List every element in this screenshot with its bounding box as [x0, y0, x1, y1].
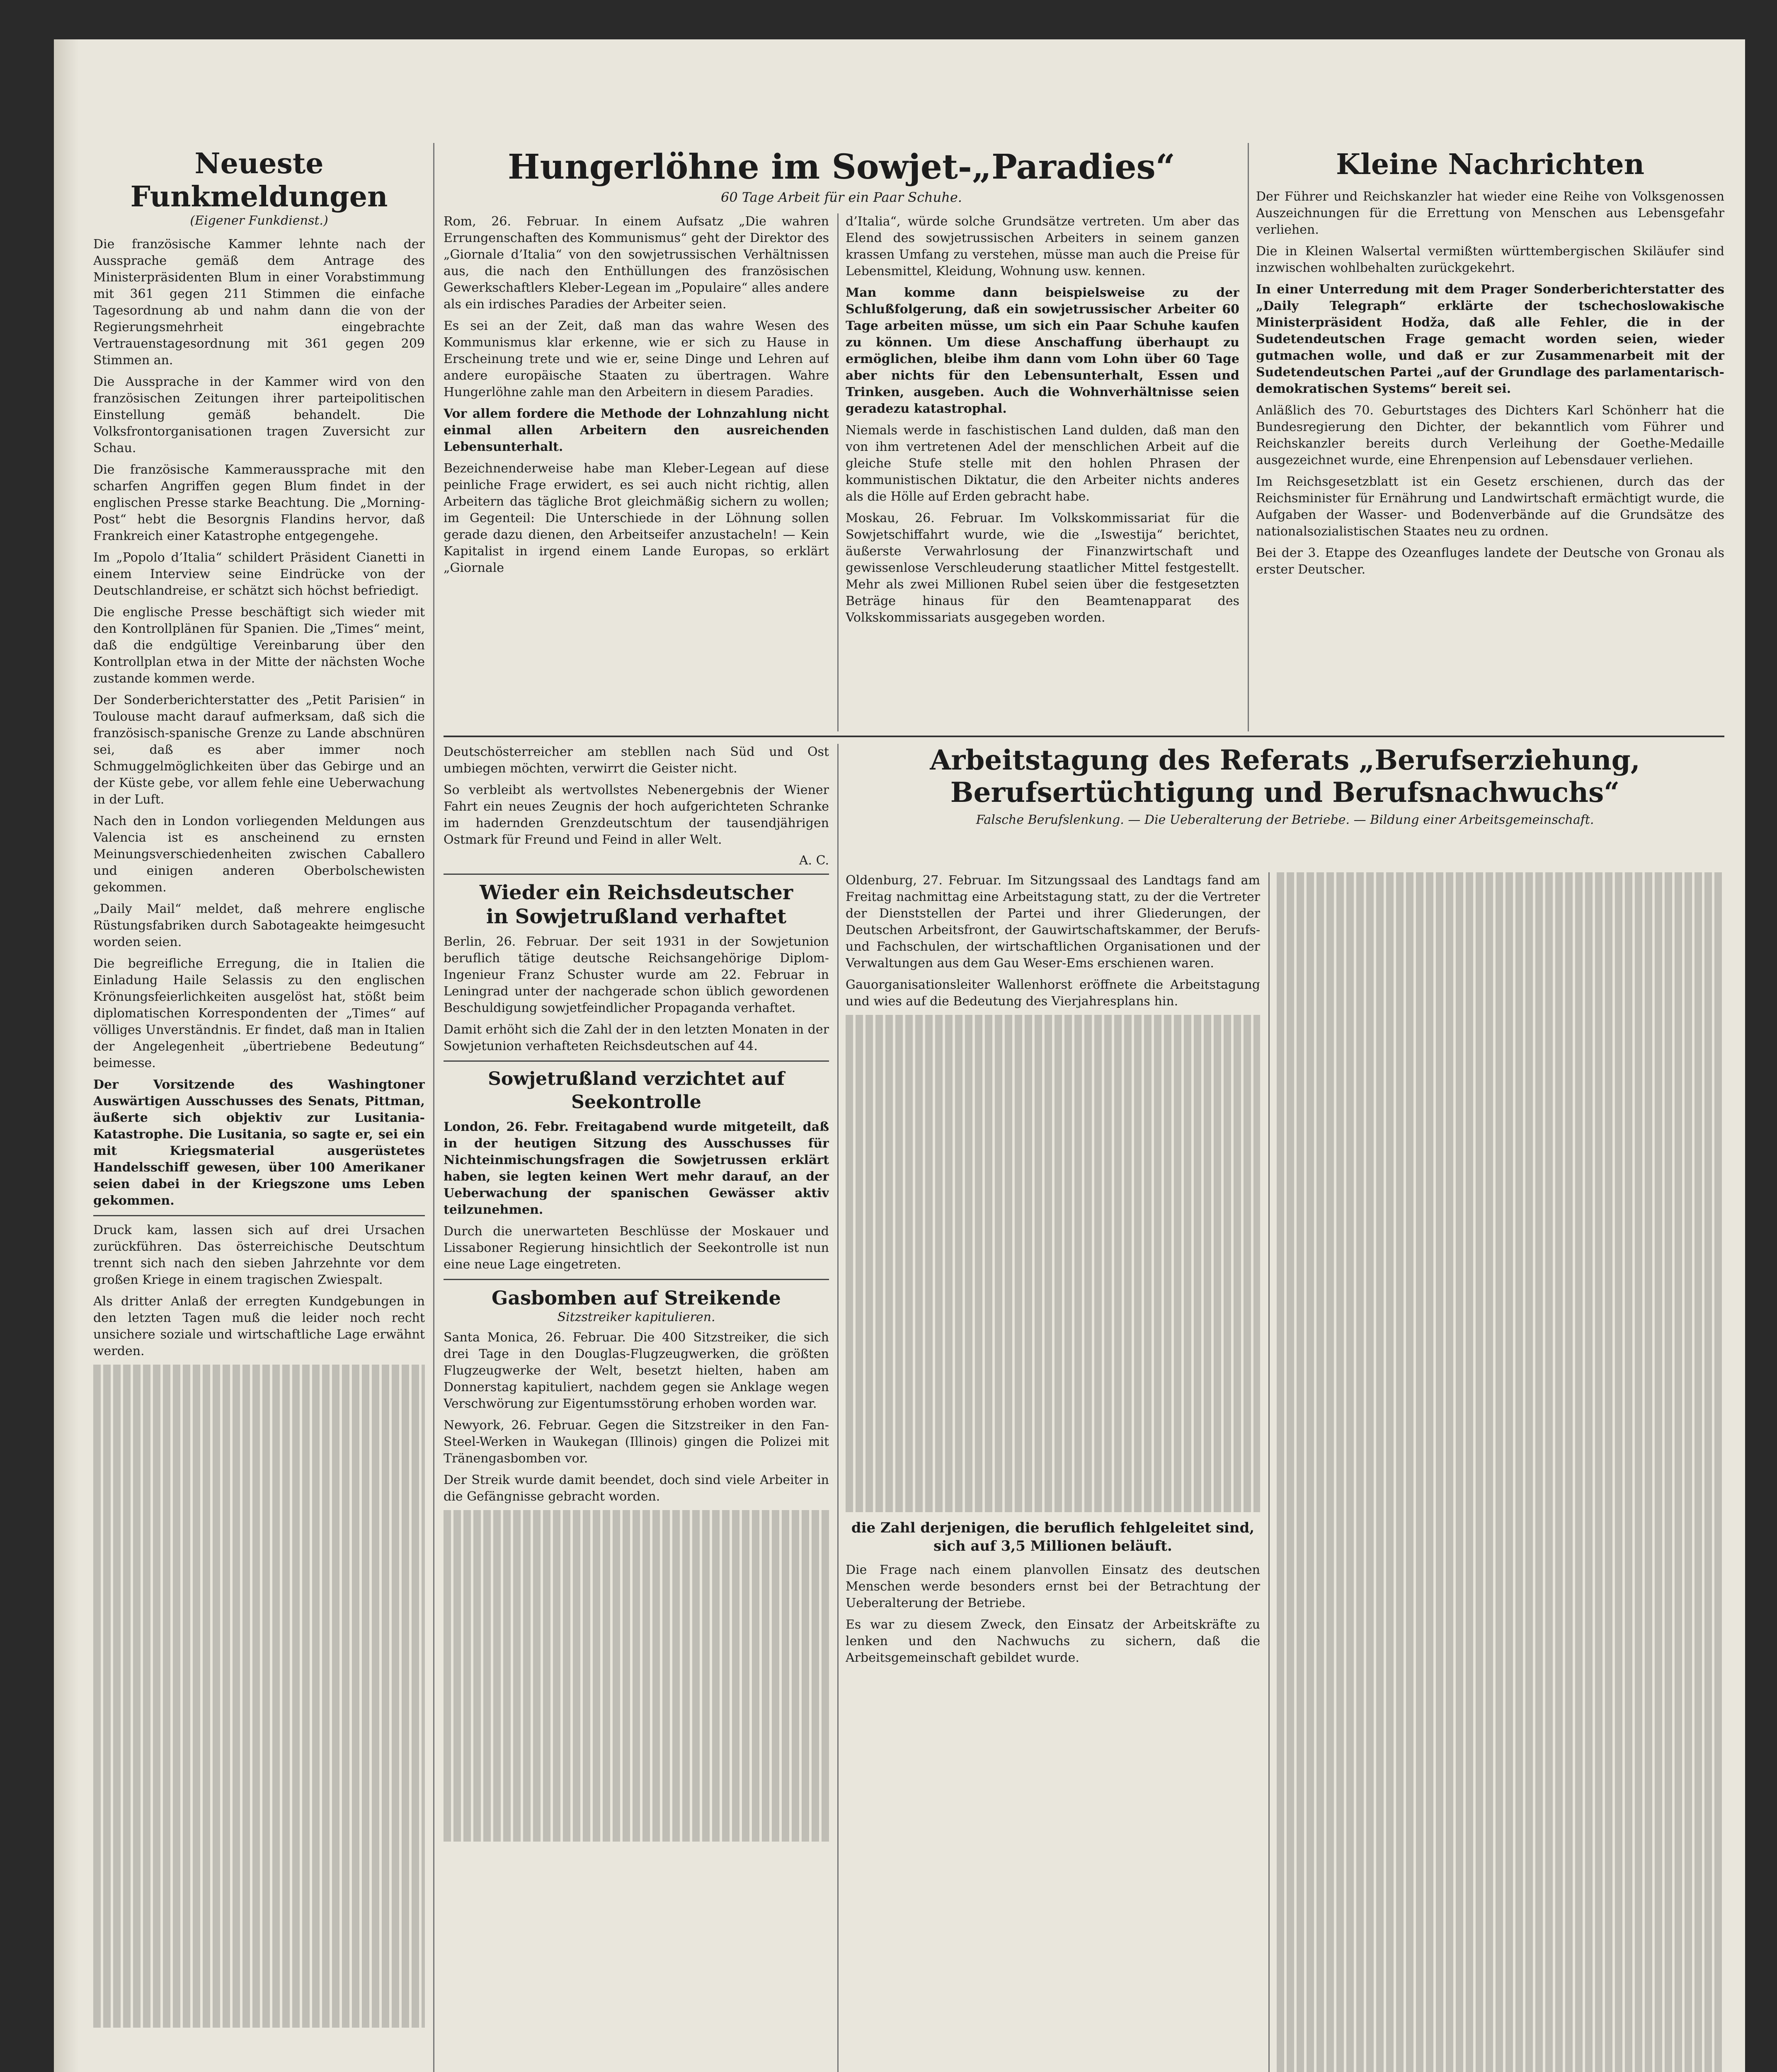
- text-block: [1277, 872, 1724, 2072]
- paragraph: Man komme dann beispielsweise zu der Schlußfolgerung, daß ein sowjetrussischer Arbeiter 60 Tage arbeiten müsse, um sich ein Paar Schuhe kaufen zu können. Um diese Anschaffung überhaupt zu ermöglichen, bleibe ihm dann vom Lohn über 60 Tage aber nichts für den Lebensunterhalt, Essen und Trinken, ausgeben. Auch die Wohnverhältnisse seien geradezu katastrophal.: [846, 286, 1239, 416]
- newspaper-page: [54, 39, 1745, 2072]
- column-rule: [837, 744, 839, 2072]
- paragraph: Moskau, 26. Februar. Im Volkskommissariat für die Sowjetschiffahrt wurde, wie die „Iswestija“ berichtet, äußerste Verwahrlosung der Finanzwirtschaft und gewissenlose Verschleuderung staatlicher Mittel festgestellt. Mehr als zwei Millionen Rubel seien über die festgesetzten Beträge hinaus für den Beamtenapparat des Volkskommissariats ausgegeben worden.: [846, 511, 1239, 625]
- paragraph: d’Italia“, würde solche Grundsätze vertreten. Um aber das Elend des sowjetrussischen Arbeiters in seinem ganzen krassen Umfang zu verstehen, müsse man auch die Preise für Lebensmittel, Kleidung, Wohnung usw. kennen.: [846, 214, 1239, 278]
- paragraph: Der Vorsitzende des Washingtoner Auswärtigen Ausschusses des Senats, Pittman, äußerte sich objektiv zur Lusitania-Katastrophe. Die Lusitania, so sagte er, sei ein mit Kriegsmaterial ausgerüstetes Handelsschiff gewesen, über 100 Amerikaner seien dabei in der Kriegszone ums Leben gekommen.: [93, 1077, 425, 1208]
- paragraph: Die französische Kammeraussprache mit den scharfen Angriffen gegen Blum findet in der englischen Presse starke Beachtung. Die „Morning-Post“ hebt die Besorgnis Flandins hervor, daß Frankreich einer Katastrophe entgegengehe.: [93, 462, 425, 543]
- paragraph: Druck kam, lassen sich auf drei Ursachen zurückführen. Das österreichische Deutschtum trennt sich nach den sieben Jahrzehnte vor dem großen Kriege in einem tragischen Zwiespalt.: [93, 1223, 425, 1287]
- paragraph: Anläßlich des 70. Geburtstages des Dichters Karl Schönherr hat die Bundesregierung den Dichter, der bekanntlich vom Führer und Reichskanzler bereits durch Verleihung der Goethe-Medaille ausgezeichnet wurde, eine Ehrenpension auf Lebensdauer verliehen.: [1256, 403, 1724, 467]
- paragraph: Es sei an der Zeit, daß man das wahre Wesen des Kommunismus klar erkenne, wie er sich zu Hause in Erscheinung trete und wie er, seine Dinge und Lehren auf andere europäische Staaten zu übertragen. Wahre Hungerlöhne zahle man den Arbeitern in diesem Paradies.: [444, 319, 829, 399]
- main-subheadline: 60 Tage Arbeit für ein Paar Schuhe.: [721, 189, 962, 205]
- heading-kleine-nachrichten: Kleine Nachrichten: [1336, 148, 1645, 181]
- paragraph: Oldenburg, 27. Februar. Im Sitzungssaal des Landtags fand am Freitag nachmittag eine Arbeitstagung statt, zu der die Vertreter der Dienststellen der Partei und ihrer Gliederungen, der Deutschen Arbeitsfront, der Gauwirtschaftskammer, der Berufs- und Fachschulen, der wirtschaftlichen Organisationen und der Verwaltungen aus dem Gau Weser-Ems erschienen waren.: [846, 873, 1260, 971]
- heading-funkmeldungen: Neueste Funkmeldungen: [130, 147, 388, 213]
- paragraph: Die französische Kammer lehnte nach der Aussprache gemäß dem Antrage des Ministerpräsidenten Blum in einer Vorabstimmung mit 361 gegen 211 Stimmen die einfache Tagesordnung ab und nahm dann die von der Regierungsmehrheit eingebrachte Vertrauenstagesordnung mit 361 gegen 209 Stimmen an.: [93, 237, 425, 368]
- divider: [444, 874, 829, 875]
- paragraph: In einer Unterredung mit dem Prager Sonderberichterstatter des „Daily Telegraph“ erklärte der tschechoslowakische Ministerpräsident Hodža, daß alle Fehler, die in der Sudetendeutschen Frage gemacht worden seien, wieder gutmachen wolle, und daß er zur Zusammenarbeit mit der Sudetendeutschen Partei „auf der Grundlage des parlamentarisch-demokratischen Systems“ bereit sei.: [1256, 282, 1724, 396]
- paragraph: Deutschösterreicher am stebllen nach Süd und Ost umbiegen möchten, verwirrt die Geister nicht.: [444, 745, 829, 776]
- paragraph: Die englische Presse beschäftigt sich wieder mit den Kontrollplänen für Spanien. Die „Times“ meint, daß die endgültige Vereinbarung über den Kontrollplan etwa in der Mitte der nächsten Woche zustande kommen werde.: [93, 605, 425, 686]
- paragraph: Nach den in London vorliegenden Meldungen aus Valencia ist es anscheinend zu ernsten Meinungsverschiedenheiten zwischen Caballero und einigen anderen Oberbolschewisten gekommen.: [93, 814, 425, 895]
- paragraph: Damit erhöht sich die Zahl der in den letzten Monaten in der Sowjetunion verhafteten Reichsdeutschen auf 44.: [444, 1022, 829, 1053]
- heading-reichsdeutscher-1: Wieder ein Reichsdeutscher: [479, 881, 793, 904]
- subheading-arbeitstagung: Falsche Berufslenkung. — Die Ueberalterung der Betriebe. — Bildung einer Arbeitsgemeinschaft.: [976, 813, 1594, 827]
- column-rule: [1248, 143, 1249, 731]
- text-block: [846, 1015, 1260, 1512]
- column-arbeitstagung-left: [846, 872, 1260, 2072]
- paragraph: Der Führer und Reichskanzler hat wieder eine Reihe von Volksgenossen Auszeichnungen für die Errettung von Menschen aus Lebensgefahr verliehen.: [1256, 189, 1724, 237]
- heading-reichsdeutscher-2: in Sowjetrußland verhaftet: [486, 905, 787, 928]
- paragraph: So verbleibt als wertvollstes Nebenergebnis der Wiener Fahrt ein neues Zeugnis der hoch aufgerichteten Schranke im hadernden Grenzdeutschtum der tausendjährigen Ostmark für Freund und Feind in aller Welt.: [444, 783, 829, 847]
- paragraph: Im Reichsgesetzblatt ist ein Gesetz erschienen, durch das der Reichsminister für Ernährung und Landwirtschaft ermächtigt wurde, die Aufgaben der Wasser- und Bodenverbände auf die Grundsätze des nationalsozialistischen Staates neu zu ordnen.: [1256, 474, 1724, 539]
- paragraph: Die Frage nach einem planvollen Einsatz des deutschen Menschen werde besonders ernst bei der Betrachtung der Ueberalterung der Betriebe.: [846, 1563, 1260, 1610]
- paragraph: Newyork, 26. Februar. Gegen die Sitzstreiker in den Fan-Steel-Werken in Waukegan (Illinois) gingen die Polizei mit Tränengasbomben vor.: [444, 1418, 829, 1466]
- paragraph: Santa Monica, 26. Februar. Die 400 Sitzstreiker, die sich drei Tage in den Douglas-Flugzeugwerken, die größten Flugzeugwerke der Welt, besetzt hielten, haben am Donnerstag kapituliert, nachdem gegen sie Anklage wegen Verschwörung zur Eigentumsstörung erhoben worden war.: [444, 1330, 829, 1411]
- paragraph: Rom, 26. Februar. In einem Aufsatz „Die wahren Errungenschaften des Kommunismus“ geht der Direktor des „Giornale d’Italia“ von den sowjetrussischen Verhältnissen aus, die nach den Enthüllungen des französischen Gewerkschaftlers Kleber-Legean im „Populaire“ alles andere als ein irdisches Paradies der Arbeiter seien.: [444, 214, 829, 312]
- paragraph: Die begreifliche Erregung, die in Italien die Einladung Haile Selassis zu den englischen Krönungsfeierlichkeiten ausgelöst hat, stößt beim diplomatischen Korrespondenten der „Times“ auf völliges Unverständnis. Er findet, daß man in Italien der Angelegenheit „übertriebene Bedeutung“ beimesse.: [93, 956, 425, 1070]
- paragraph: Gauorganisationsleiter Wallenhorst eröffnete die Arbeitstagung und wies auf die Bedeutung des Vierjahresplans hin.: [846, 978, 1260, 1009]
- paragraph: London, 26. Febr. Freitagabend wurde mitgeteilt, daß in der heutigen Sitzung des Ausschusses für Nichteinmischungsfragen die Sowjetrussen erklärt haben, sie legten keinen Wert mehr darauf, an der Ueberwachung der spanischen Gewässer aktiv teilzunehmen.: [444, 1120, 829, 1217]
- paragraph: „Daily Mail“ meldet, daß mehrere englische Rüstungsfabriken durch Sabotageakte heimgesucht worden seien.: [93, 902, 425, 949]
- heading-seekontrolle: Sowjetrußland verzichtet auf Seekontrolle: [488, 1068, 785, 1113]
- paragraph: Im „Popolo d’Italia“ schildert Präsident Cianetti in einem Interview seine Eindrücke von der Deutschlandreise, er schätzt sich höchst befriedigt.: [93, 550, 425, 598]
- column-kleine-nachrichten: [1256, 147, 1724, 731]
- column-rule: [837, 213, 839, 731]
- page-edge: [54, 39, 79, 2072]
- text-block: [444, 1510, 829, 1842]
- paragraph: Bei der 3. Etappe des Ozeanfluges landete der Deutsche von Gronau als erster Deutscher.: [1256, 546, 1724, 577]
- subheading-funkdienst: (Eigener Funkdienst.): [190, 213, 328, 228]
- heading-gasbomben: Gasbomben auf Streikende: [492, 1287, 781, 1309]
- paragraph: Bezeichnenderweise habe man Kleber-Legean auf diese peinliche Frage erwidert, es sei auch nicht richtig, allen Arbeitern das tägliche Brot gleichmäßig sichern zu wollen; im Gegenteil: Die Unterschiede in der Löhnung sollen gerade dazu dienen, den Arbeitseifer anzustacheln! — Kein Kapitalist in irgend einem Lande Europas, so erklärt „Giornale: [444, 461, 829, 575]
- paragraph: Der Streik wurde damit beendet, doch sind viele Arbeiter in die Gefängnisse gebracht worden.: [444, 1473, 829, 1504]
- paragraph: Die Aussprache in der Kammer wird von den französischen Zeitungen ihrer parteipolitischen Einstellung gemäß behandelt. Die Volksfrontorganisationen tragen Zuversicht zur Schau.: [93, 375, 425, 455]
- paragraph: Durch die unerwarteten Beschlüsse der Moskauer und Lissaboner Regierung hinsichtlich der Seekontrolle ist nun eine neue Lage eingetreten.: [444, 1224, 829, 1272]
- callout-statistik: die Zahl derjenigen, die beruflich fehlgeleitet sind, sich auf 3,5 Millionen beläuft.: [851, 1520, 1255, 1554]
- divider: [444, 1060, 829, 1062]
- column-sowjet-left: [444, 213, 829, 731]
- paragraph: Niemals werde in faschistischen Land dulden, daß man den von ihm vertretenen Adel der menschlichen Arbeit auf die gleiche Stufe stelle mit den hohlen Phrasen der kommunistischen Diktatur, die den Arbeiter nichts anderes als die Hölle auf Erden gebracht habe.: [846, 423, 1239, 504]
- column-middle-lower: [444, 744, 829, 2072]
- column-arbeitstagung-right: [1277, 872, 1724, 2072]
- column-sowjet-right: [846, 213, 1239, 731]
- paragraph: Die in Kleinen Walsertal vermißten württembergischen Skiläufer sind inzwischen wohlbehalten zurückgekehrt.: [1256, 244, 1724, 275]
- divider: [93, 1215, 425, 1216]
- paragraph: Als dritter Anlaß der erregten Kundgebungen in den letzten Tagen muß die leider noch recht unsichere soziale und wirtschaftliche Lage erwähnt werden.: [93, 1294, 425, 1358]
- subheading-gasbomben: Sitzstreiker kapitulieren.: [557, 1310, 715, 1324]
- column-rule: [433, 143, 434, 2072]
- main-headline: Hungerlöhne im Sowjet-„Paradies“: [507, 147, 1175, 187]
- paragraph: Der Sonderberichterstatter des „Petit Parisien“ in Toulouse macht darauf aufmerksam, daß sich die französisch-spanische Grenze zu Lande abschnüren sei, daß es aber immer noch Schmuggelmöglichkeiten über das Gebirge und an der Küste gebe, vor allem fehle eine Ueberwachung in der Luft.: [93, 693, 425, 807]
- heading-arbeitstagung-2: Berufsertüchtigung und Berufsnachwuchs“: [950, 776, 1620, 808]
- horizontal-rule: [444, 736, 1724, 737]
- heading-arbeitstagung-1: Arbeitstagung des Referats „Berufserziehung,: [930, 744, 1640, 776]
- column-rule: [1268, 872, 1270, 2072]
- divider: [444, 1279, 829, 1280]
- signature: A. C.: [799, 853, 829, 868]
- main-headline-block: [444, 147, 1239, 205]
- text-block: [93, 1365, 425, 2028]
- column-funkmeldungen: [93, 147, 425, 2072]
- paragraph: Vor allem fordere die Methode der Lohnzahlung nicht einmal allen Arbeitern den ausreichenden Lebensunterhalt.: [444, 407, 829, 454]
- paragraph: Berlin, 26. Februar. Der seit 1931 in der Sowjetunion beruflich tätige deutsche Reichsangehörige Diplom-Ingenieur Franz Schuster wurde am 22. Februar in Leningrad unter der nachgerade schon üblich gewordenen Beschuldigung sowjetfeindlicher Propaganda verhaftet.: [444, 934, 829, 1015]
- paragraph: Es war zu diesem Zweck, den Einsatz der Arbeitskräfte zu lenken und den Nachwuchs zu sichern, daß die Arbeitsgemeinschaft gebildet wurde.: [846, 1617, 1260, 1665]
- article-arbeitstagung-header: [846, 744, 1724, 827]
